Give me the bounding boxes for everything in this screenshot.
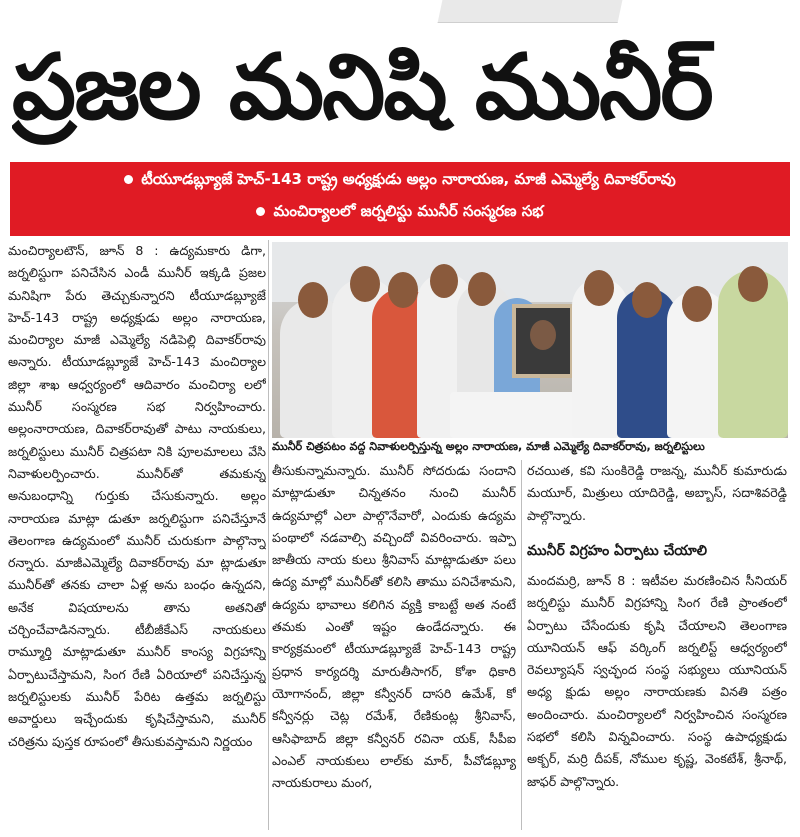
bullet-icon [124,175,133,184]
photo-head [468,272,496,306]
photo-caption: మునీర్ చిత్రపటం వద్ద నివాళులర్పిస్తున్న అల్లం నారాయణ, మాజీ ఎమ్మెల్యే దివాకర్‌రావు, జర్నలిస్టులు [272,440,705,453]
column-rule [521,460,522,830]
article-column-2 [272,460,516,830]
portrait-frame [512,304,574,378]
banner-line-1 [10,170,790,192]
banner-text-2: మంచిర్యాలలో జర్నలిస్టు మునీర్ సంస్మరణ సభ [273,202,544,220]
bullet-icon [256,207,265,216]
column-2-text: తీసుకున్నామన్నారు. మునీర్ సోదరుడు సందాని మాట్లాడుతూ చిన్నతనం నుంచి మునీర్ ఉద్యమాల్లో ఎలా పాల్గొనేవారో, ఎందుకు ఉద్యమ పంథాలో నడవాల్సి వచ్చిందో వివరించారు. ఇప్పా జాతీయ నాయ కులు శ్రీనివాస్ మాట్లాడుతూ పలు ఉద్య మాల్లో మునీర్‌తో కలిసి తాము పనిచేశామని, ఉద్యమ భావాలు కలిగిన వ్యక్తి కాబట్టే అత నంటే తమకు ఎంతో ఇష్టం ఉండేదన్నారు. ఈ కార్యక్రమంలో టీయూడబ్ల్యూజే హెచ్-143 రాష్ట్ర ప్రధాన కార్యదర్శి మారుతీసాగర్, కోశా ధికారి యోగానంద్, జిల్లా కన్వీనర్ దాసరి ఉమేశ్, కో కన్వీనర్లు చెట్ల రమేశ్, రేణికుంట్ల శ్రీనివాస్, ఆసిఫాబాద్ జిల్లా కన్వీనర్ రవినా యక్, సీపీఐ ఎంఎల్ నాయకులు లాల్‌కు మార్, పీవోడబ్ల్యూ నాయకురాలు మంగ, [272,463,516,791]
photo-table [450,392,590,438]
photo-head [388,272,418,308]
column-3-top-text: రచయిత, కవి సుంకిరెడ్డి రాజన్న, మునీర్ కుమారుడు మయూర్, మిత్రులు యాదిరెడ్డి, అబ్బాస్, సదాశివరెడ్డి పాల్గొన్నారు. [527,463,787,523]
article-column-1 [8,240,266,830]
column-1-text: మంచిర్యాలటౌన్, జూన్ 8 : ఉద్యమకారు డిగా, జర్నలిస్టుగా పనిచేసిన ఎండీ మునీర్ ఇక్కడి ప్రజల మనిషిగా పేరు తెచ్చుకున్నారని టీయూడబ్ల్యూజే హెచ్-143 రాష్ట్ర అధ్యక్షుడు అల్లం నారాయణ, మంచిర్యాల మాజీ ఎమ్మెల్యే నడిపెల్లి దివాకర్‌రావు అన్నారు. టీయూడబ్ల్యూజే హెచ్-143 మంచిర్యాల జిల్లా శాఖ ఆధ్వర్యంలో ఆదివారం మంచిర్యా లలో మునీర్ సంస్మరణ సభ నిర్వహించారు. అల్లంనారాయణ, దివాకర్‌రావుతో పాటు నాయకులు, జర్నలిస్టులు మునీర్ చిత్రపటా నికి పూలమాలలు వేసి నివాళులర్పించారు. మునీర్‌తో తమకున్న అనుబంధాన్ని గుర్తుకు చేసుకున్నారు. అల్లం నారాయణ మాట్లా డుతూ జర్నలిస్టుగా పనిచేస్తూనే తెలంగాణ ఉద్యమంలో మునీర్ చురుకుగా పాల్గొన్నా రన్నారు. మాజీఎమ్మెల్యే దివాకర్‌రావు మా ట్లాడుతూ మునీర్‌తో తనకు చాలా ఏళ్ల అను బంధం ఉన్నదని, అనేక విషయాలను తాను అతనితో చర్చించేవాడినన్నారు. టీబీజీకేఎస్ నాయకులు రామ్మూర్తి మాట్లాడుతూ మునీర్ కాంస్య విగ్రహాన్ని ఏర్పాటుచేస్తామని, సింగ రేణి ఏరియాలో పనిచేస్తున్న జర్నలిస్టులకు మునీర్ పేరిట ఉత్తమ జర్నలిస్టు అవార్డులు ఇచ్చేందుకు కృషిచేస్తామని, మునీర్ చరిత్రను పుస్తక రూపంలో తీసుకువస్తామని నిర్ణయం [8,243,266,749]
torn-paper-strip [438,0,623,23]
portrait-face [530,320,556,350]
column-3-bottom-text: మందమర్రి, జూన్ 8 : ఇటీవల మరణించిన సీనియర్ జర్నలిస్టు మునీర్ విగ్రహాన్ని సింగ రేణి ప్రాంతంలో ఏర్పాటు చేసేందుకు కృషి చేయాలని తెలంగాణ యూనియన్ ఆఫ్ వర్కింగ్ జర్నలిస్ట్ ఆధ్వర్యంలో రెవల్యూషన్ స్వచ్ఛంద సంస్థ సభ్యులు యూనియన్ అధ్య క్షుడు అల్లం నారాయణకు వినతి పత్రం అందించారు. మంచిర్యాలలో నిర్వహించిన సంస్మరణ సభలో కలిసి విన్నవించారు. సంస్థ ఉపాధ్యక్షుడు అక్బర్, మర్రి దీపక్, నోముల కృష్ణ, వెంకటేశ్, శ్రీనాథ్, జాఫర్ పాల్గొన్నారు. [527,573,787,789]
headline: ప్రజల మనిషి మునీర్ [12,35,712,140]
banner-text-1: టీయూడబ్ల్యూజే హెచ్-143 రాష్ట్ర అధ్యక్షుడు అల్లం నారాయణ, మాజీ ఎమ్మెల్యే దివాకర్‌రావు [141,170,676,188]
photo-head [430,264,458,298]
article-column-3-bottom [527,570,787,832]
photo-head [298,282,328,318]
photo-head [350,266,380,302]
photo-head [584,270,614,306]
subheading: మునీర్ విగ్రహం ఏర్పాటు చేయాలి [527,543,708,559]
banner-line-2 [10,202,790,224]
column-rule [268,240,269,830]
subtitle-banner [10,162,790,236]
news-photo [272,242,788,438]
photo-head [632,282,662,318]
photo-head [738,266,768,302]
article-column-3-top [527,460,787,540]
photo-head [682,286,712,322]
